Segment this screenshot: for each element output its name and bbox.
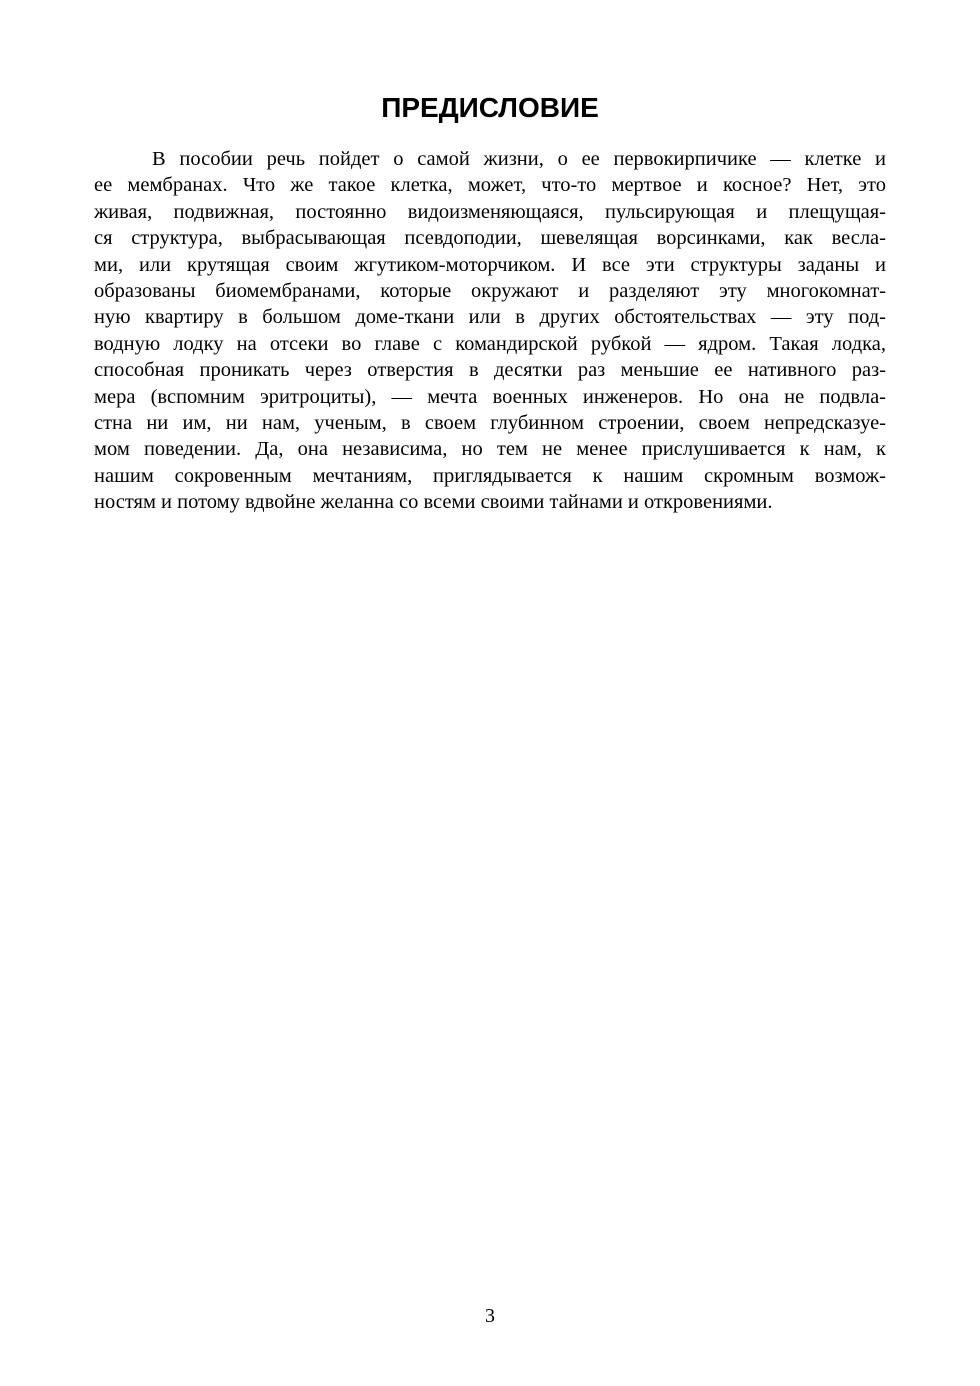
paragraph-line: живая, подвижная, постоянно видоизменяющаяся, пульсирующая и плещущая- <box>94 200 886 223</box>
preface-paragraph <box>94 146 886 515</box>
paragraph-line: образованы биомембранами, которые окружают и разделяют эту многокомнат- <box>94 279 886 302</box>
paragraph-line: мом поведении. Да, она независима, но тем не менее прислушивается к нам, к <box>94 438 886 461</box>
paragraph-line: В пособии речь пойдет о самой жизни, о ее первокирпичике — клетке и <box>152 148 886 170</box>
page-title: ПРЕДИСЛОВИЕ <box>381 92 599 123</box>
paragraph-line: ее мембранах. Что же такое клетка, может, что-то мертвое и косное? Нет, это <box>94 174 886 197</box>
paragraph-line: мера (вспомним эритроциты), — мечта военных инженеров. Но она не подвла- <box>94 385 886 408</box>
paragraph-line: ностям и потому вдвойне желанна со всеми своими тайнами и откровениями. <box>94 491 773 514</box>
paragraph-line: ную квартиру в большом доме-ткани или в других обстоятельствах — эту под- <box>94 306 886 329</box>
paragraph-line: нашим сокровенным мечтаниям, приглядывается к нашим скромным возмож- <box>94 464 886 487</box>
paragraph-line: стна ни им, ни нам, ученым, в своем глубинном строении, своем непредсказуе- <box>94 411 886 434</box>
page-number: 3 <box>485 1305 495 1327</box>
paragraph-line: ся структура, выбрасывающая псевдоподии, шевелящая ворсинками, как весла- <box>94 227 886 250</box>
paragraph-line: ми, или крутящая своим жгутиком-моторчиком. И все эти структуры заданы и <box>94 253 886 276</box>
paragraph-line: способная проникать через отверстия в десятки раз меньшие ее нативного раз- <box>94 359 886 382</box>
paragraph-line: водную лодку на отсеки во главе с командирской рубкой — ядром. Такая лодка, <box>94 332 886 355</box>
